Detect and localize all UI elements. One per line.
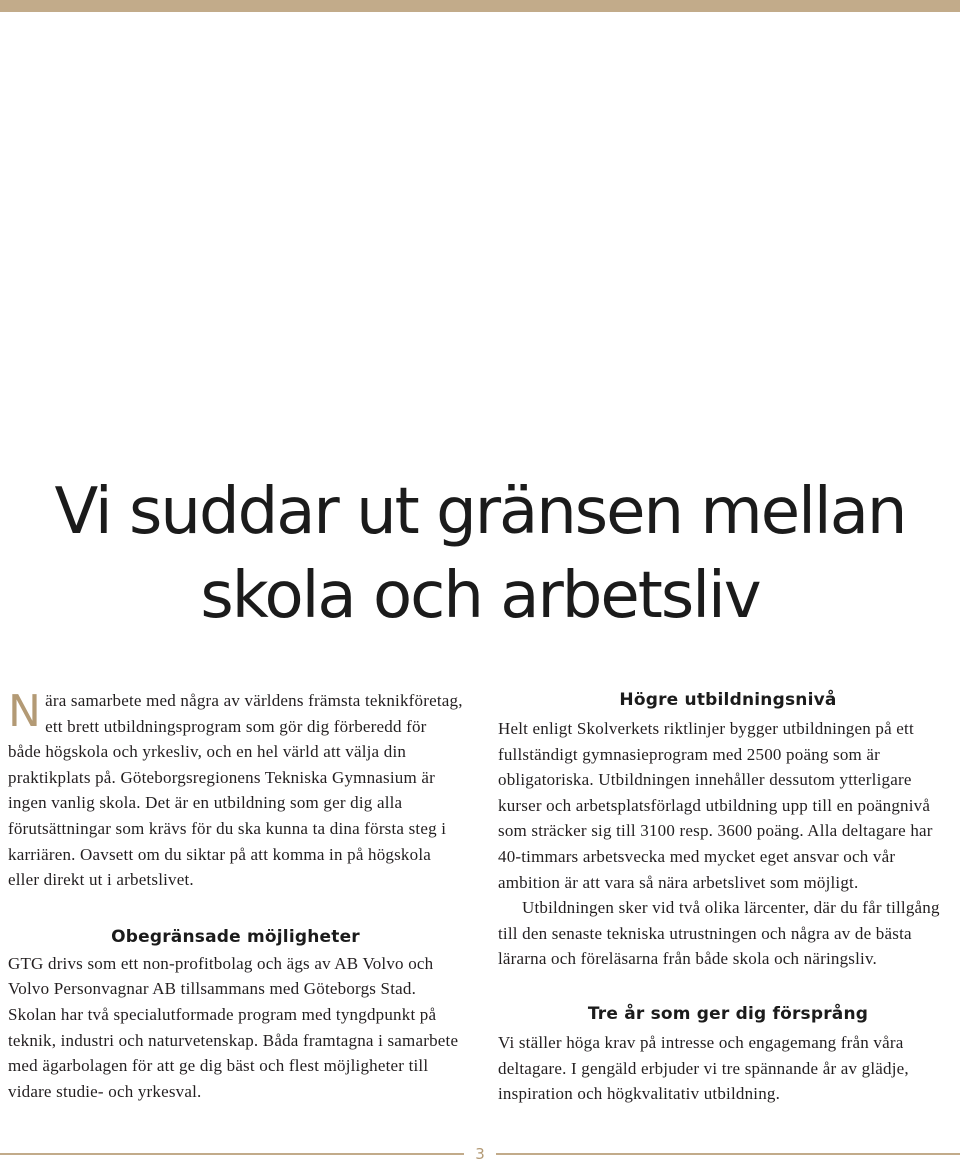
page-headline [0, 470, 960, 638]
headline-line-2: skola och arbetsliv [200, 559, 760, 633]
curriculum-paragraph: Helt enligt Skolverkets riktlinjer bygger utbildningen på ett fullständigt gymnasieprogram med 2500 poäng som är obligatoriska. Utbildningen innehåller dessutom ytterligare kurser och arbetsplatsförlagd utbildning upp till en poängnivå som sträcker sig till 3100 resp. 3600 poäng. Alla deltagare har 40-timmars arbetsvecka med mycket eget ansvar och vår ambition är att vara så nära arbetslivet som möjligt. [498, 719, 933, 892]
right-column [498, 688, 958, 1107]
heading-higher-education-level: Högre utbildningsnivå [619, 690, 837, 710]
heading-three-years: Tre år som ger dig försprång [587, 1003, 869, 1024]
demands-paragraph: Vi ställer höga krav på intresse och engagemang från våra deltagare. I gengäld erbjuder vi tre spännande år av glädje, inspiration och högkvalitativ utbildning. [498, 1032, 909, 1104]
headline-line-1: Vi suddar ut gränsen mellan [54, 475, 906, 549]
heading-unlimited-opportunities: Obegränsade möjligheter [111, 926, 360, 947]
top-decorative-rule [0, 0, 960, 12]
drop-cap: N [8, 686, 42, 737]
intro-paragraph [8, 688, 463, 893]
learning-centers-paragraph: Utbildningen sker vid två olika lärcenter, där du får tillgång till den senaste tekniska utrustningen och några av de bästa lärarna och föreläsarna från både skola och näringsliv. [498, 898, 940, 969]
page-number: 3 [464, 1144, 496, 1164]
ownership-paragraph: GTG drivs som ett non-profitbolag och ägs av AB Volvo och Volvo Personvagnar AB tillsammans med Göteborgs Stad. Skolan har två specialutformade program med tyngdpunkt på teknik, industri och naturvetenskap. Båda framtagna i samarbete med ägarbolagen för att ge dig bäst och flest möjligheter till vidare studie- och yrkesval. [8, 953, 459, 1101]
left-column [8, 688, 463, 1104]
intro-text: ära samarbete med några av världens främsta teknikföretag, ett brett utbildningsprogram som gör dig förberedd för både högskola och yrkesliv, och en hel värld att välja din praktikplats på. Göteborgsregionens Tekniska Gymnasium är ingen vanlig skola. Det är en utbildning som ger dig alla förutsättningar som krävs för du ska kunna ta dina första steg i karriären. Oavsett om du siktar på att komma in på högskola eller direkt ut i arbetslivet. [8, 691, 463, 890]
